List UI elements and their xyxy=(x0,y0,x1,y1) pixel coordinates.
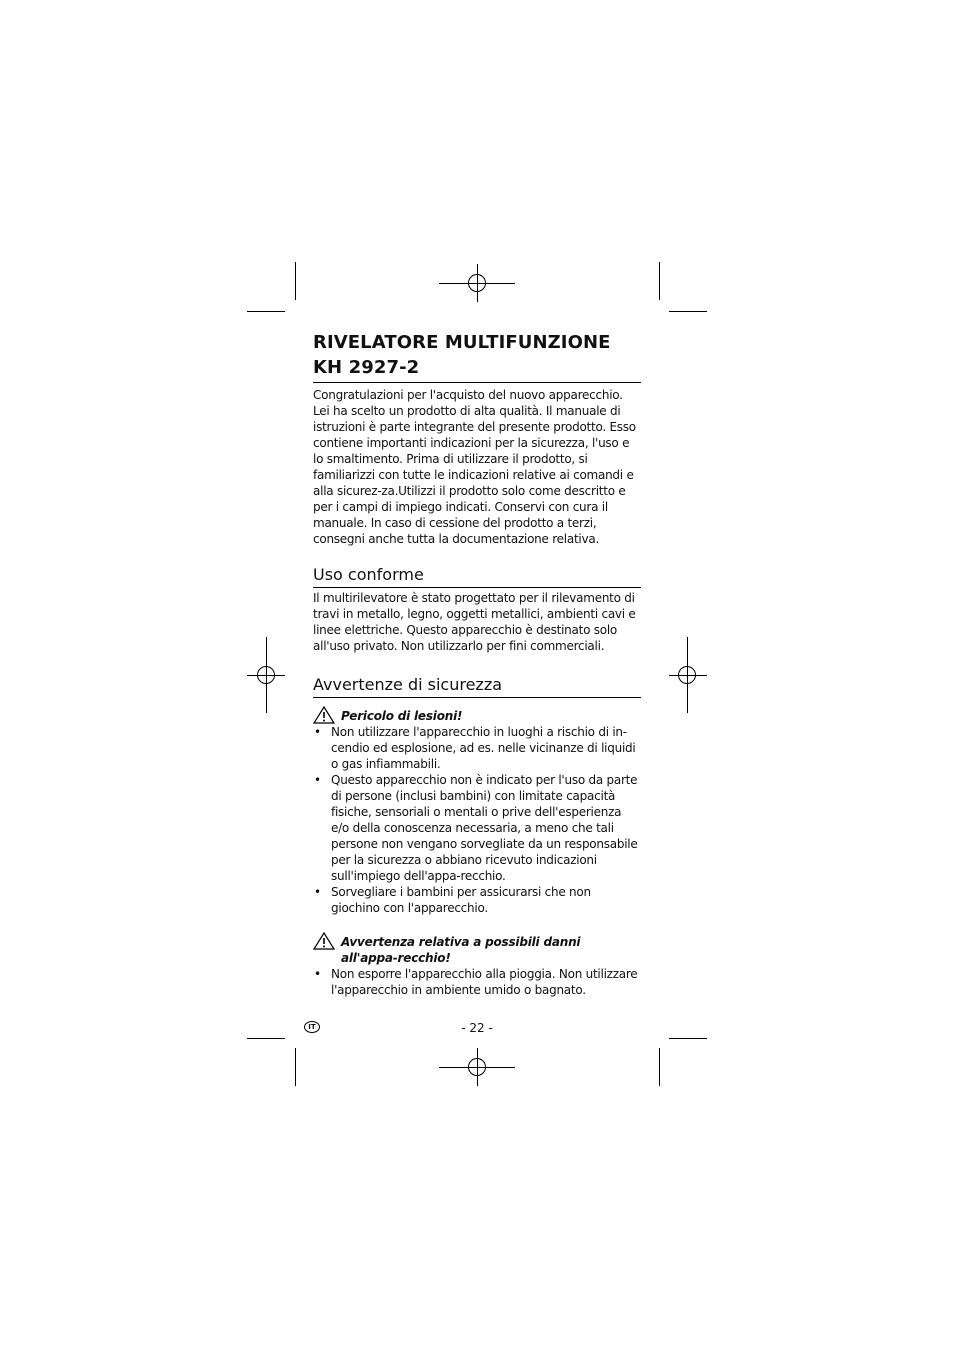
section-uso-conforme xyxy=(313,564,641,654)
document-title xyxy=(313,330,641,383)
warning-title: Avvertenza relativa a possibili danni all'appa-recchio! xyxy=(341,935,581,965)
crop-mark xyxy=(659,262,660,300)
title-line-2: KH 2927-2 xyxy=(313,357,420,378)
language-badge: IT xyxy=(304,1021,320,1033)
warning-heading xyxy=(313,706,641,724)
list-item: • Non esporre l'apparecchio alla pioggia. Non utilizzare l'apparecchio in ambiente umido o bagnato. xyxy=(313,966,641,998)
crop-mark xyxy=(295,1048,296,1086)
crop-mark xyxy=(295,262,296,300)
registration-circle-icon xyxy=(257,666,275,684)
crop-mark xyxy=(669,1038,707,1039)
list-item: • Questo apparecchio non è indicato per l'uso da parte di persone (inclusi bambini) con limitate capacità fisiche, sensoriali o mentali o prive dell'esperienza e/o della conoscenza necessaria, a meno che tali persone non vengano sorvegliate da un responsabile per la sicurezza o abbiano ricevuto indicazioni sull'impiego dell'appa-recchio. xyxy=(313,772,641,884)
list-item: • Non utilizzare l'apparecchio in luoghi a rischio di in-cendio ed esplosione, ad es. nelle vicinanze di liquidi o gas infiammabili. xyxy=(313,724,641,772)
page-number: - 22 - xyxy=(461,1021,493,1035)
warning-triangle-icon xyxy=(313,932,335,950)
section-heading: Avvertenze di sicurezza xyxy=(313,674,641,698)
crop-mark xyxy=(247,1038,285,1039)
crop-mark xyxy=(669,311,707,312)
crop-mark xyxy=(659,1048,660,1086)
registration-circle-icon xyxy=(468,1058,486,1076)
title-line-1: RIVELATORE MULTIFUNZIONE xyxy=(313,332,611,353)
warning-title: Pericolo di lesioni! xyxy=(341,709,463,723)
manual-page xyxy=(313,330,641,998)
intro-paragraph: Congratulazioni per l'acquisto del nuovo apparecchio. Lei ha scelto un prodotto di alta qualità. Il manuale di istruzioni è parte integrante del presente prodotto. Esso contiene importanti indicazioni per la sicurezza, l'uso e lo smaltimento. Prima di utilizzare il prodotto, si familiarizzi con tutte le indicazioni relative ai comandi e alla sicurez-za.Utilizzi il prodotto solo come descritto e per i campi di impiego indicati. Conservi con cura il manuale. In caso di cessione del prodotto a terzi, consegni anche tutta la documentazione relativa. xyxy=(313,388,636,546)
crop-mark xyxy=(247,311,285,312)
warning-list xyxy=(313,966,641,998)
warning-triangle-icon xyxy=(313,706,335,724)
warning-heading xyxy=(313,932,641,966)
warning-list xyxy=(313,724,641,916)
registration-circle-icon xyxy=(678,666,696,684)
registration-circle-icon xyxy=(468,274,486,292)
section-avvertenze xyxy=(313,674,641,998)
section-paragraph: Il multirilevatore è stato progettato per il rilevamento di travi in metallo, legno, oggetti metallici, ambienti cavi e linee elettriche. Questo apparecchio è destinato solo all'uso privato. Non utilizzarlo per fini commerciali. xyxy=(313,591,636,653)
section-heading: Uso conforme xyxy=(313,564,641,588)
list-item: • Sorvegliare i bambini per assicurarsi che non giochino con l'apparecchio. xyxy=(313,884,641,916)
